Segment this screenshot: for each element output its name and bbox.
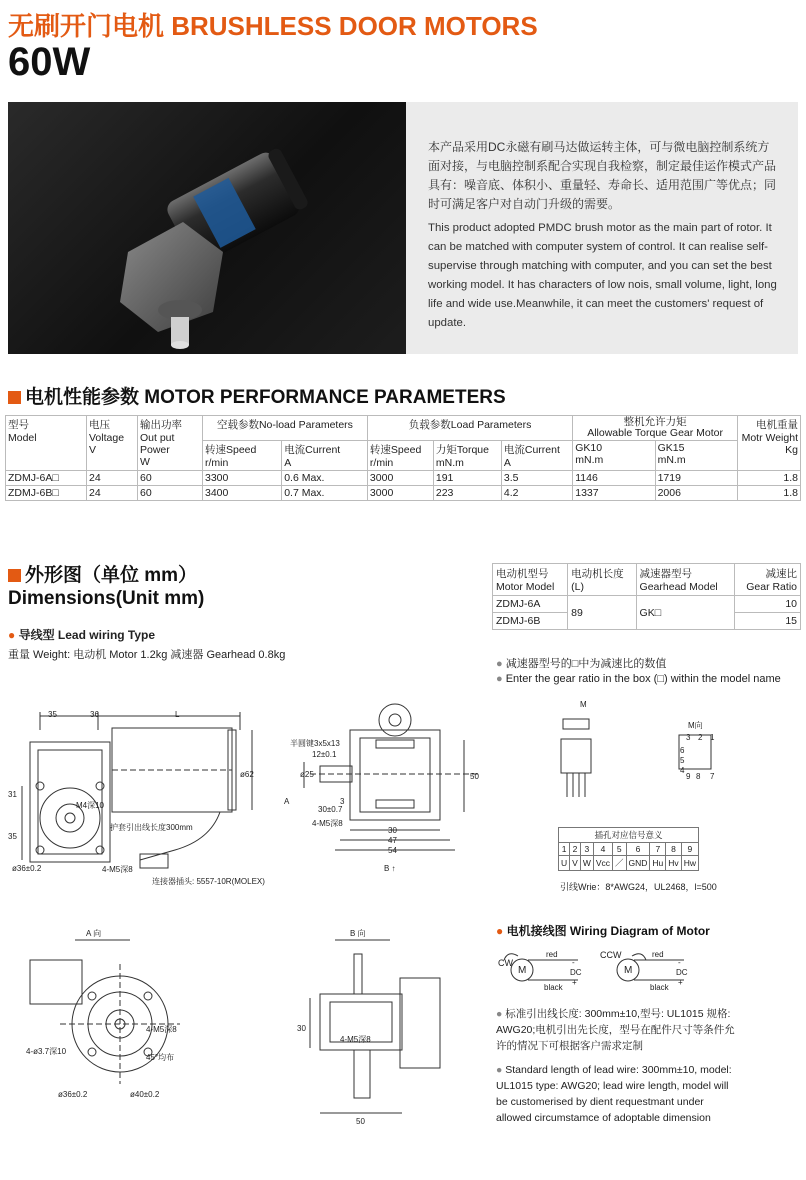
dim-L: L [175, 710, 180, 719]
label-dc: DC [570, 968, 582, 977]
header-speed-noload: 转速Speed r/min [203, 441, 282, 471]
label-minus: - [572, 958, 575, 967]
plug-diagram [555, 705, 755, 805]
bullet-icon: ● [496, 1064, 506, 1076]
header-speed-load: 转速Speed r/min [367, 441, 433, 471]
view-b-drawing [290, 938, 460, 1128]
header-torque-load: 力矩Torque mN.m [433, 441, 501, 471]
bullet-icon: ● [496, 673, 506, 685]
motor-photo [8, 102, 406, 354]
label-dc: DC [676, 968, 688, 977]
table-row: 1 2 3 4 5 6 7 8 9 [559, 843, 699, 856]
label-a-37: 4-ø3.7深10 [26, 1047, 67, 1056]
label-a-45: 45°均布 [146, 1053, 175, 1062]
label-cw: CW [498, 958, 513, 968]
dimensions-heading-cn: 外形图（单位 mm） [8, 560, 197, 587]
table-row: ZDMJ-6B□ 24 60 3400 0.7 Max. 3000 223 4.2 1337 2006 1.8 [6, 486, 801, 501]
table-row: ZDMJ-6A 89 GK□ 10 [493, 596, 801, 613]
wiring-note-cn: ● 标准引出线长度: 300mm±10,型号: UL1015 规格: AWG20;电机引出先长度，型号在配件尺寸等条件允许的情况下可根据客户需求定制 [496, 1008, 735, 1052]
label-54: 54 [388, 846, 397, 855]
header-torque: 整机允许力矩 Allowable Torque Gear Motor [573, 416, 738, 441]
header-motor-length: 电动机长度 (L) [568, 564, 636, 596]
header-weight: 电机重量 Motr Weight Kg [738, 416, 801, 471]
label-b-50: 50 [356, 1117, 365, 1126]
label-m4: M4深10 [76, 801, 105, 810]
label-d25: ø25 [300, 770, 314, 779]
label-A: A [284, 797, 290, 806]
pin-7: 7 [710, 772, 715, 781]
wiring-title: ● 电机接线图 Wiring Diagram of Motor [496, 924, 710, 938]
power-rating: 60W [8, 40, 91, 84]
header-gk10: GK10 mN.m [573, 441, 655, 471]
performance-heading: 电机性能参数 MOTOR PERFORMANCE PARAMETERS [8, 382, 506, 409]
pin-2: 2 [698, 733, 703, 742]
dim-35: 35 [48, 710, 57, 719]
label-47: 47 [388, 836, 397, 845]
page-title: 无刷开门电机 BRUSHLESS DOOR MOTORS [8, 11, 538, 41]
label-a-40: ø40±0.2 [130, 1090, 160, 1099]
view-a-drawing [20, 938, 190, 1108]
label-minus: - [678, 958, 681, 967]
label-connector: 连接器插头: 5557-10R(MOLEX) [152, 877, 265, 886]
gear-note-en: ● Enter the gear ratio in the box (□) within the model name [496, 673, 781, 685]
section-marker-icon [8, 391, 21, 404]
pin-3: 3 [686, 733, 691, 742]
label-30: 30±0.7 [318, 805, 343, 814]
wiring-note-en: ● Standard length of lead wire: 300mm±10, model: UL1015 type: AWG20; lead wire length, model will be customerised by dient requestmant under allowed circumstamce of adoptable dimension [496, 1064, 732, 1124]
signal-title: 插孔对应信号意义 [559, 828, 699, 843]
header-gk15: GK15 mN.m [655, 441, 737, 471]
motor-symbol-icon: M [624, 965, 633, 976]
header-load: 负载参数Load Parameters [367, 416, 572, 441]
performance-table [5, 415, 801, 501]
label-red: red [652, 950, 664, 959]
weight-note: 重量 Weight: 电动机 Motor 1.2kg 减速器 Gearhead 0.8kg [8, 649, 286, 661]
description-en: This product adopted PMDC brush motor as the main part of rotor. It can be matched with computer system of control. It can realise self-supervise through matching with computer, and you can set the best working model. It has characters of low nois, small volume, light, long life and wide use.Meanwhile, it can meet the customers' request of update. [428, 222, 777, 329]
header-gearhead-model: 减速器型号 Gearhead Model [636, 564, 734, 596]
header-noload: 空载参数No-load Parameters [203, 416, 368, 441]
wiring-diagram [494, 946, 794, 996]
label-B: B ↑ [384, 864, 396, 873]
header-current-load: 电流Current A [501, 441, 572, 471]
label-3: 3 [340, 797, 345, 806]
label-d50: 50 [470, 772, 479, 781]
wire-spec: 引线Wrie：8*AWG24，UL2468，l=500 [560, 882, 717, 892]
label-m5: 4-M5深8 [102, 865, 133, 874]
label-d36: ø36±0.2 [12, 864, 42, 873]
label-black: black [544, 983, 563, 992]
pin-6: 6 [680, 746, 685, 755]
pin-4: 4 [680, 766, 685, 775]
pin-5: 5 [680, 756, 685, 765]
label-12: 12±0.1 [312, 750, 337, 759]
motor-illustration [8, 102, 406, 354]
label-km5: 4-M5深8 [312, 819, 343, 828]
header-motor-model: 电动机型号 Motor Model [493, 564, 568, 596]
label-b-30: 30 [297, 1024, 306, 1033]
bullet-icon: ● [8, 628, 19, 642]
header-gear-ratio: 减速比 Gear Ratio [734, 564, 800, 596]
label-a-36: ø36±0.2 [58, 1090, 88, 1099]
plug-m: M [580, 700, 587, 709]
bullet-icon: ● [496, 1008, 506, 1020]
label-plus: + [572, 978, 577, 987]
lead-wiring-type: ● 导线型 Lead wiring Type [8, 628, 156, 642]
dimensions-heading-en: Dimensions(Unit mm) [8, 588, 205, 609]
description-cn: 本产品采用DC永磁有刷马达做运转主体，可与微电脑控制系统方面对接，与电脑控制系配合实现自我检察，制定最佳运作模式产品具有：噪音底、体积小、重量轻、寿命长、适用范围广等优点；同时可满足客户对自动门升级的需要。 [428, 140, 777, 211]
dim-35b: 35 [8, 832, 17, 841]
label-sleeve: 护套引出线长度300mm [110, 823, 193, 832]
side-view-drawing [0, 700, 280, 890]
bullet-icon: ● [496, 658, 506, 670]
model-table [492, 563, 801, 630]
table-row: ZDMJ-6B 15 [493, 613, 801, 630]
label-ccw: CCW [600, 950, 622, 960]
label-a-m5: 4-M5深8 [146, 1025, 177, 1034]
label-plus: + [678, 978, 683, 987]
pin-8: 8 [696, 772, 701, 781]
label-red: red [546, 950, 558, 959]
motor-symbol-icon: M [518, 965, 527, 976]
signal-table [558, 827, 699, 871]
bullet-icon: ● [496, 924, 507, 938]
gear-note-cn: ● 减速器型号的□中为减速比的数值 [496, 658, 667, 670]
dim-62: ø62 [240, 770, 254, 779]
header-power: 输出功率 Out put Power W [138, 416, 203, 471]
label-view-b: B 向 [350, 929, 366, 938]
plug-mdir: M向 [688, 721, 703, 730]
pin-9: 9 [686, 772, 691, 781]
dim-36: 36 [90, 710, 99, 719]
pin-1: 1 [710, 733, 715, 742]
label-black: black [650, 983, 669, 992]
table-row: U V W Vcc ／ GND Hu Hv Hw [559, 856, 699, 871]
header-current-noload: 电流Current A [282, 441, 368, 471]
section-marker-icon [8, 569, 21, 582]
label-b-m5: 4-M5深8 [340, 1035, 371, 1044]
table-row: ZDMJ-6A□ 24 60 3300 0.6 Max. 3000 191 3.5 1146 1719 1.8 [6, 471, 801, 486]
label-key: 半圆键3x5x13 [290, 739, 340, 748]
dim-31: 31 [8, 790, 17, 799]
header-model: 型号 Model [6, 416, 87, 471]
header-voltage: 电压 Voltage V [87, 416, 138, 471]
label-view-a: A 向 [86, 929, 102, 938]
label-30b: 30 [388, 826, 397, 835]
